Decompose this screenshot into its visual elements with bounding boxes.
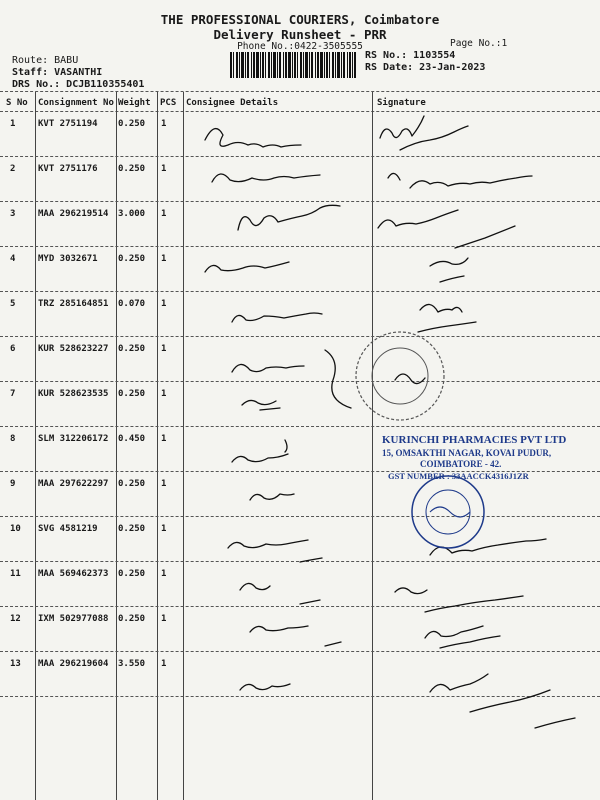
rs-date: RS Date: 23-Jan-2023 bbox=[365, 62, 486, 73]
row-consignment-no: MAA 296219514 bbox=[38, 209, 109, 219]
barcode-image bbox=[230, 52, 356, 78]
row-sno: 7 bbox=[10, 389, 16, 399]
row-weight: 0.250 bbox=[118, 614, 146, 624]
rs-number: RS No.: 1103554 bbox=[365, 50, 456, 61]
row-consignment-no: KVT 2751176 bbox=[38, 164, 98, 174]
staff-label: Staff: VASANTHI bbox=[12, 67, 103, 78]
col-divider bbox=[183, 92, 184, 800]
page-number: Page No.:1 bbox=[450, 38, 508, 49]
row-weight: 0.250 bbox=[118, 254, 146, 264]
company-name: THE PROFESSIONAL COURIERS, Coimbatore bbox=[160, 12, 440, 27]
row-sno: 10 bbox=[10, 524, 21, 534]
row-weight: 0.250 bbox=[118, 569, 146, 579]
document-title bbox=[0, 12, 600, 42]
row-sno: 8 bbox=[10, 434, 16, 444]
row-consignment-no: KVT 2751194 bbox=[38, 119, 98, 129]
row-pcs: 1 bbox=[161, 479, 167, 489]
header-top-rule bbox=[0, 91, 600, 92]
row-divider bbox=[0, 381, 600, 382]
row-divider bbox=[0, 246, 600, 247]
stamp-gst-number: GST NUMBER : 33AACCK4316J1ZR bbox=[388, 471, 529, 481]
row-consignment-no: IXM 502977088 bbox=[38, 614, 109, 624]
row-consignment-no: MAA 569462373 bbox=[38, 569, 109, 579]
stamp-company-name: KURINCHI PHARMACIES PVT LTD bbox=[382, 434, 567, 446]
row-consignment-no: MAA 297622297 bbox=[38, 479, 109, 489]
col-divider bbox=[35, 92, 36, 800]
row-pcs: 1 bbox=[161, 614, 167, 624]
stamp-address-line2: COIMBATORE - 42. bbox=[420, 459, 502, 469]
row-divider bbox=[0, 606, 600, 607]
col-header-consignee: Consignee Details bbox=[186, 98, 279, 108]
row-sno: 11 bbox=[10, 569, 21, 579]
drs-number: DRS No.: DCJB110355401 bbox=[12, 79, 145, 90]
row-pcs: 1 bbox=[161, 434, 167, 444]
row-weight: 0.450 bbox=[118, 434, 146, 444]
row-consignment-no: SLM 312206172 bbox=[38, 434, 109, 444]
row-sno: 2 bbox=[10, 164, 16, 174]
row-consignment-no: SVG 4581219 bbox=[38, 524, 98, 534]
row-pcs: 1 bbox=[161, 299, 167, 309]
row-pcs: 1 bbox=[161, 389, 167, 399]
row-sno: 9 bbox=[10, 479, 16, 489]
col-header-signature: Signature bbox=[377, 98, 426, 108]
row-sno: 3 bbox=[10, 209, 16, 219]
col-header-sno: S No bbox=[6, 98, 28, 108]
row-consignment-no: KUR 528623227 bbox=[38, 344, 109, 354]
row-pcs: 1 bbox=[161, 209, 167, 219]
col-divider bbox=[157, 92, 158, 800]
col-header-pcs: PCS bbox=[160, 98, 177, 108]
row-pcs: 1 bbox=[161, 524, 167, 534]
row-consignment-no: MAA 296219604 bbox=[38, 659, 109, 669]
row-consignment-no: MYD 3032671 bbox=[38, 254, 98, 264]
header-bottom-rule bbox=[0, 111, 600, 112]
row-weight: 0.070 bbox=[118, 299, 146, 309]
row-divider bbox=[0, 201, 600, 202]
row-weight: 0.250 bbox=[118, 389, 146, 399]
row-pcs: 1 bbox=[161, 119, 167, 129]
route-label: Route: BABU bbox=[12, 55, 79, 66]
row-divider bbox=[0, 516, 600, 517]
sheet-title: Delivery Runsheet - PRR bbox=[213, 27, 387, 42]
row-sno: 5 bbox=[10, 299, 16, 309]
row-pcs: 1 bbox=[161, 659, 167, 669]
row-divider bbox=[0, 696, 600, 697]
row-pcs: 1 bbox=[161, 254, 167, 264]
row-weight: 0.250 bbox=[118, 479, 146, 489]
col-divider bbox=[372, 92, 373, 800]
row-weight: 0.250 bbox=[118, 524, 146, 534]
stamp-address-line1: 15, OMSAKTHI NAGAR, KOVAI PUDUR, bbox=[382, 448, 552, 458]
row-consignment-no: TRZ 285164851 bbox=[38, 299, 109, 309]
row-pcs: 1 bbox=[161, 569, 167, 579]
row-divider bbox=[0, 651, 600, 652]
row-divider bbox=[0, 561, 600, 562]
row-divider bbox=[0, 336, 600, 337]
phone-number: Phone No.:0422-3505555 bbox=[237, 41, 363, 52]
row-weight: 0.250 bbox=[118, 119, 146, 129]
row-sno: 13 bbox=[10, 659, 21, 669]
row-sno: 4 bbox=[10, 254, 16, 264]
row-sno: 6 bbox=[10, 344, 16, 354]
col-header-weight: Weight bbox=[118, 98, 151, 108]
row-weight: 0.250 bbox=[118, 344, 146, 354]
row-weight: 0.250 bbox=[118, 164, 146, 174]
col-header-consignment: Consignment No bbox=[38, 98, 114, 108]
row-pcs: 1 bbox=[161, 344, 167, 354]
row-divider bbox=[0, 426, 600, 427]
row-weight: 3.550 bbox=[118, 659, 146, 669]
row-weight: 3.000 bbox=[118, 209, 146, 219]
row-pcs: 1 bbox=[161, 164, 167, 174]
row-sno: 1 bbox=[10, 119, 16, 129]
transport-seal-icon bbox=[356, 332, 444, 420]
row-divider bbox=[0, 291, 600, 292]
row-divider bbox=[0, 156, 600, 157]
col-divider bbox=[116, 92, 117, 800]
company-seal-icon bbox=[412, 476, 484, 548]
row-consignment-no: KUR 528623535 bbox=[38, 389, 109, 399]
row-sno: 12 bbox=[10, 614, 21, 624]
